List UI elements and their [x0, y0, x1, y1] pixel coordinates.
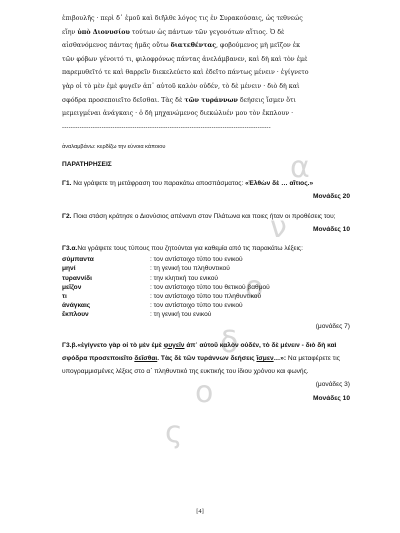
list-item: μεῖζον : τον αντίστοιχο τύπο του θετικού βαθμού: [62, 283, 270, 291]
marks-label: Μονάδες 20: [313, 193, 350, 201]
question-label: Γ3.β.: [62, 341, 78, 349]
question-g3b: Γ3.β.«ἐγίγνετο γὰρ οἱ τὸ μὲν ἐμὲ φυγεῖν ἀπ᾽ αὐτοῦ καλὸν οὐδέν, τὸ δὲ μένειν - διὸ δὴ καὶ σφόδρα προσεποιεῖτο δεῖσθαι. Τὰς δὲ τῶν τυράννων δεήσεις ἴσμεν…»: Να μεταφέρετε τις υπογραμμισμένες λέξεις στο α΄ πληθυντικό της ευκτικής του ίδιου χρόνου και φωνής. (μονάδες 3) Μονάδες 10: [62, 339, 350, 405]
question-g2: Γ2. Ποια στάση κράτησε ο Διονύσιος απέναντι στον Πλάτωνα και ποιες ήταν οι προθέσεις του; Μονάδες 10: [62, 210, 350, 236]
passage-line: γὰρ οἱ τὸ μὲν ἐμὲ φυγεῖν ἀπ᾽ αὐτοῦ καλὸν οὐδέν, τὸ δὲ μένειν · διὸ δὴ καὶ: [62, 82, 300, 90]
gloss-note: ἀναλαμβάνω: κερδίζω την εύνοια κάποιου: [62, 143, 166, 150]
watermark-letter: δ: [220, 325, 239, 360]
list-item: ἔκπλουν : τη γενική του ενικού: [62, 311, 212, 319]
list-item: μηνί : τη γενική του πληθυντικού: [62, 265, 230, 273]
section-title: ΠΑΡΑΤΗΡΗΣΕΙΣ: [62, 160, 112, 168]
list-item: τυραννίδι : την κλητική του ενικού: [62, 274, 218, 282]
passage-line: εἴην ὑπὸ Διονυσίου τούτων ὡς πάντων τῶν γεγονότων αἴτιος. Ὁ δὲ: [62, 28, 285, 36]
passage-line: μεμειγμέναι ἀνάγκαις · ὁ δὴ μηχανώμενος διεκώλυέν μου τὸν ἔκπλουν ·: [62, 110, 294, 118]
passage-line: τῶν φόβων γένοιτό τι, φιλοφρόνως πάντας ἀνελάμβανεν, καὶ δὴ καὶ τὸν ἐμὲ: [62, 55, 308, 63]
list-item: τι : τον αντίστοιχο τύπο του πληθυντικού: [62, 292, 262, 300]
passage-line: ἐπιβουλῆς · περὶ δ᾽ ἐμοῦ καὶ διῆλθε λόγος τις ἐν Συρακούσαις, ὡς τεθνεώς: [62, 15, 303, 22]
list-item: ἀνάγκαις : τον αντίστοιχο τύπο του ενικού: [62, 302, 243, 310]
divider-line: -----------------------------------------------------------------------------------------------: [62, 124, 271, 131]
watermark-letter: ς: [165, 415, 183, 450]
marks-label: Μονάδες 10: [313, 225, 350, 233]
watermark-letter: ο: [245, 270, 264, 305]
question-g3a: Γ3.α.Να γράψετε τους τύπους που ζητούνται για καθεμία από τις παρακάτω λέξεις: σύμπαντα : τον αντίστοιχο τύπο του ενικού μηνί : τη γενική του πληθυντικού τυραννίδι : την κλητική του ενικού μεῖζον : τον αντίστοιχο τύπο του θετικού βαθμού τι : τον αντίστοιχο τύπο του πληθυντικού ἀνάγκαις : τον αντίστοιχο τύπο του ενικού ἔκπλουν : τη γενική του ενικού (μονάδες 7): [62, 242, 350, 333]
marks-label: (μονάδες 3): [315, 381, 350, 389]
greek-passage: [62, 12, 350, 121]
question-label: Γ2.: [62, 212, 72, 220]
question-label: Γ1.: [62, 180, 72, 188]
watermark-letter: ν: [270, 210, 287, 245]
page-number: [4]: [196, 508, 204, 515]
marks-label: Μονάδες 10: [313, 394, 350, 402]
passage-line: αἰσθανόμενος πάντας ἡμᾶς οὕτω διατεθέντας, φοβούμενος μὴ μεῖζον ἐκ: [62, 42, 301, 50]
vocabulary-list: [62, 255, 350, 319]
page-content: [62, 12, 350, 405]
watermark-letter: ο: [195, 375, 214, 410]
watermark-letter: α: [290, 150, 310, 185]
question-g1: Γ1. Να γράψετε τη μετάφραση του παρακάτω αποσπάσματος: «Ἐλθὼν δὲ … αἴτιος.» Μονάδες 20: [62, 177, 350, 203]
passage-line: παρεμυθεῖτό τε καὶ θαρρεῖν διεκελεύετο καὶ ἐδεῖτο πάντως μένειν · ἐγίγνετο: [62, 69, 309, 77]
question-label: Γ3.α.: [62, 244, 78, 252]
passage-line: σφόδρα προσεποιεῖτο δεῖσθαι. Τὰς δὲ τῶν τυράννων δεήσεις ἴσμεν ὅτι: [62, 96, 296, 104]
marks-label: (μονάδες 7): [315, 322, 350, 330]
list-item: σύμπαντα : τον αντίστοιχο τύπο του ενικού: [62, 256, 243, 264]
